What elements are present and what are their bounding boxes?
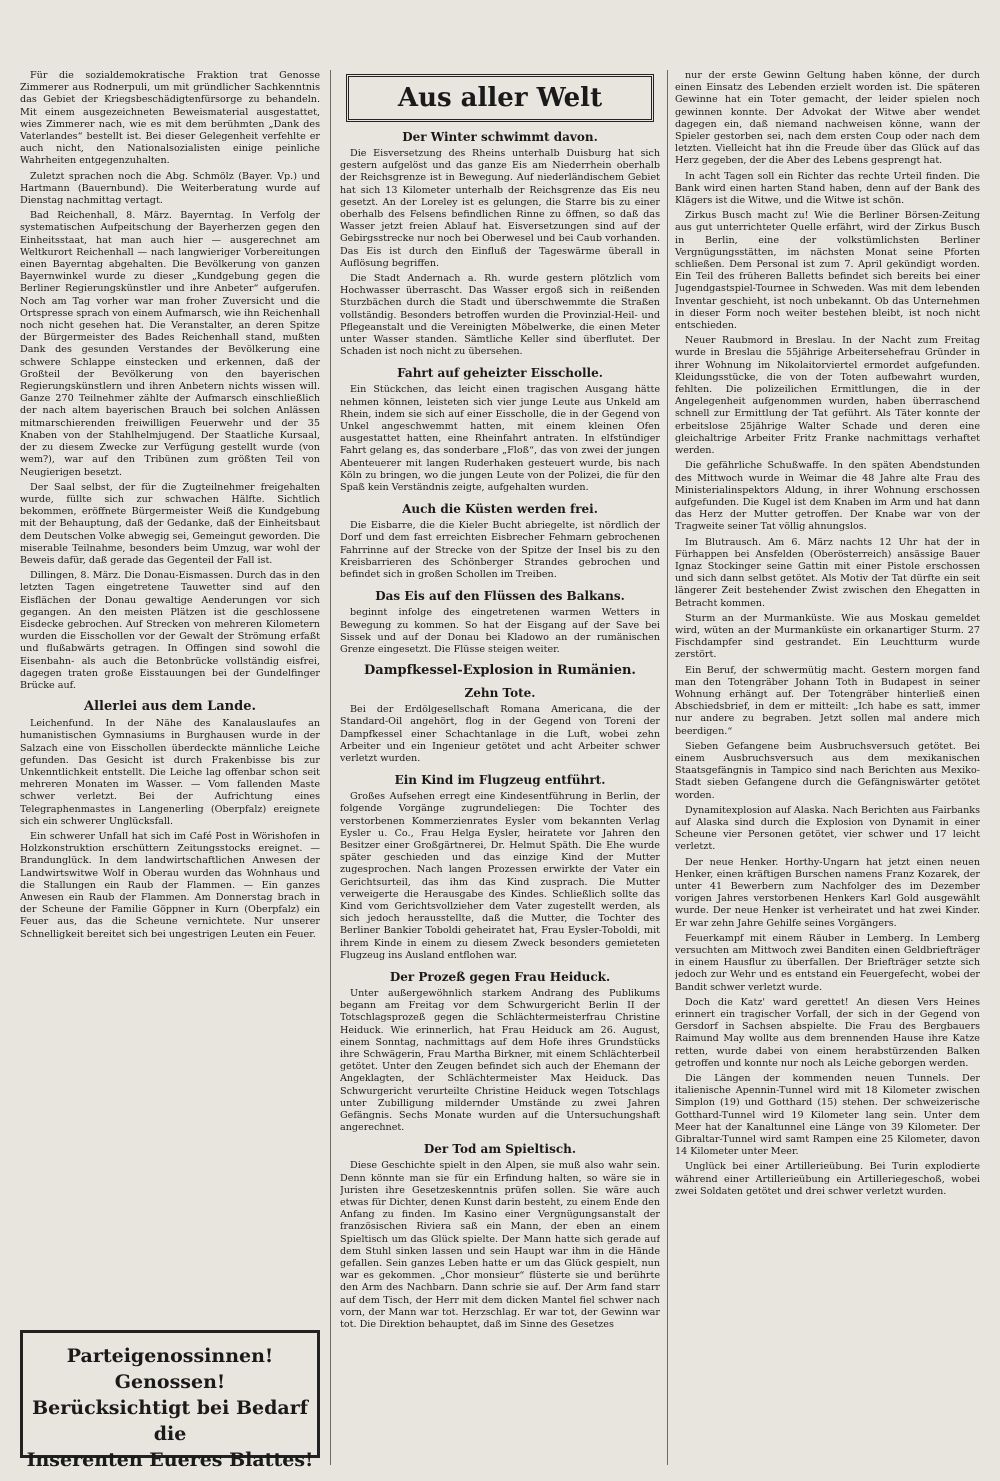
article-headline: Der Tod am Spieltisch.	[423, 1142, 577, 1157]
article-paragraph: Neuer Raubmord in Breslau. In der Nacht zum Freitag wurde in Breslau die 55jährige Arbeitersehefrau Gründer in ihrer Wohnung im Nikolaitorviertel ermordet aufgefunden. Kleidungsstücke, die von der Toten aufbewahrt wurden, fehlten. Die polizeilichen Ermittlungen, die in der Angelegenheit aufgenommen wurden, haben überraschend schnell zur Ermittlung der Tat geführt. Als Täter konnte der erbeitslose 25jährige Walter Schade und deren eine gleichaltrige Arbeiter Fritz Franke nachmittags verhaftet werden.	[675, 335, 980, 457]
article-paragraph: Ein Beruf, der schwermütig macht. Gestern morgen fand man den Totengräber Johann Toth in Budapest in seiner Wohnung erhängt auf. Der Totengräber hinterließ einen Abschiedsbrief, in dem er mitteilt: „Ich habe es satt, immer nur andere zu begraben. Jetzt sollen mal andere mich beerdigen.“	[675, 664, 980, 737]
column-left	[20, 70, 320, 1465]
article-paragraph: Die Längen der kommenden neuen Tunnels. Der italienische Apennin-Tunnel wird mit 18 Kilometer zwischen Simplon (19) und Gotthard (15) stehen. Der schweizerische Gotthard-Tunnel wird 19 Kilometer lang sein. Unter dem Meer hat der Kanaltunnel eine Länge von 39 Kilometer. Der Gibraltar-Tunnel wird samt Rampen eine 25 Kilometer, davon 14 Kilometer unter Meer.	[675, 1073, 980, 1158]
article-paragraph: Dynamitexplosion auf Alaska. Nach Berichten aus Fairbanks auf Alaska sind durch die Explosion von Dynamit in einer Scheune vier Personen getötet, vier schwer und 17 leicht verletzt.	[675, 804, 980, 853]
article-paragraph: Dillingen, 8. März. Die Donau-Eismassen. Durch das in den letzten Tagen eingetretene Tauwetter sind auf den Eisflächen der Donau gewaltige Aenderungen vor sich gegangen. An den meisten Plätzen ist die geschlossene Eisdecke gebrochen. Auf Strecken von mehreren Kilometern wurden die Eisschollen vor der Gewalt der Strömung erfaßt und flußabwärts getragen. In Offingen sind sowohl die Eisenbahn- als auch die Betonbrücke vollständig eisfrei, dagegen traten große Eisstauungen bei der Gundelfinger Brücke auf.	[20, 570, 320, 691]
article-headline: Der Winter schwimmt davon.	[402, 130, 598, 144]
article-paragraph: Der Saal selbst, der für die Zugteilnehmer freigehalten wurde, füllte sich zur schwachen Hälfte. Sichtlich bekommen, eröffnete Bürgermeister Weiß die Kundgebung mit der Behauptung, daß der Gedanke, daß der Einheitsbaut dem Deutschen Volke abwegig sei, Gemeingut geworden. Die miserable Teilnahme, besonders beim Umzug, war wohl der Beweis dafür, daß gerade das Gegenteil der Fall ist.	[20, 481, 320, 566]
article-paragraph: Leichenfund. In der Nähe des Kanalauslaufes an humanistischen Gymnasiums in Burghausen wurde in der Salzach eine von Eisschollen überdeckte männliche Leiche gefunden. Das Gesicht ist durch Frakenbisse bis zur Unkenntlichkeit entstellt. Die Leiche lag offenbar schon seit mehreren Monaten im Wasser. — Vom fallenden Maste schwer verletzt. Bei der Aufrichtung eines Telegraphenmastes in Langenerling (Oberpfalz) ereignete sich ein schwerer Unglücksfall.	[20, 718, 320, 827]
ad-line: Berücksichtigt bei Bedarf die	[32, 1397, 308, 1445]
article-paragraph: Zuletzt sprachen noch die Abg. Schmölz (Bayer. Vp.) und Hartmann (Bauernbund). Die Weiterberatung wurde auf Dienstag nachmittag vertagt.	[20, 170, 320, 207]
article-paragraph: Im Blutrausch. Am 6. März nachts 12 Uhr hat der in Fürhappen bei Ansfelden (Oberösterreich) ansässige Bauer Ignaz Stockinger seine Gattin mit einer Pistole erschossen und sich dann selbst getötet. Als Motiv der Tat dürfte ein seit längerer Zeit bestehender Zwist zwischen den Ehegatten in Betracht kommen.	[675, 536, 980, 609]
article-headline: Dampfkessel-Explosion in Rumänien.	[364, 663, 636, 679]
article-paragraph: Bad Reichenhall, 8. März. Bayerntag. In Verfolg der systematischen Aufpeitschung der Bayerherzen gegen den Einheitsstaat, hat man auch hier — ausgerechnet am Weltkurort Reichenhall — nach langwieriger Vorbereitungen einen Bayerntag abgehalten. Die Bevölkerung von ganzen Bayernwinkel wurde zu dieser „Kundgebung gegen die Berliner Regierungskünstler und ihre Anbeter“ aufgerufen. Noch am Tag vorher war man froher Zuversicht und die Ortspresse sprach von einem Aufmarsch, wie ihn Reichenhall noch nicht gesehen hat. Die Veranstalter, an deren Spitze der Bürgermeister des Bades Reichenhall stand, mußten Dank des gesunden Verstandes der Bevölkerung eine schwere Schlappe einstecken und erkennen, daß der Großteil der Bevölkerung von den bayerischen Regierungskünstlern und ihren Anbetern nichts wissen will. Ganze 270 Teilnehmer zählte der Aufmarsch einschließlich der nach altem bayerischen Brauch bei solchen Anlässen mitmarschierenden freiwilligen Feuerwehr und der 35 Knaben von der Stahlhelmjugend. Der Staatliche Kursaal, der zu diesem Zwecke zur Verfügung gestellt wurde (von wem?), war auf den Tribünen zum größten Teil von Neugierigen besetzt.	[20, 210, 320, 478]
article-paragraph: Für die sozialdemokratische Fraktion trat Genosse Zimmerer aus Rodnerpuli, um mit gründlicher Sachkenntnis das Gebiet der Kriegsbeschädigtenfürsorge zu behandeln. Mit einem ausgezeichneten Beweismaterial ausgestattet, wies Zimmerer nach, wie es mit dem berühmten „Dank des Vaterlandes“ bestellt ist. Bei dieser Gelegenheit verfehlte er auch nicht, den Nationalsozialisten einige peinliche Wahrheiten entgegenzuhalten.	[20, 70, 320, 167]
column-rule	[667, 70, 668, 1465]
article-paragraph: Sturm an der Murmanküste. Wie aus Moskau gemeldet wird, wüten an der Murmanküste ein orkanartiger Sturm. 27 Fischdampfer sind gestrandet. Ein Leuchtturm wurde zerstört.	[675, 612, 980, 661]
article-paragraph: Feuerkampf mit einem Räuber in Lemberg. In Lemberg versuchten am Mittwoch zwei Banditen einen Geldbriefträger in einem Hausflur zu überfallen. Der Briefträger setzte sich jedoch zur Wehr und es entstand ein Feuergefecht, wobei der Bandit schwer verletzt wurde.	[675, 932, 980, 993]
article-paragraph: Großes Aufsehen erregt eine Kindesentführung in Berlin, der folgende Vorgänge zugrundeliegen: Die Tochter des verstorbenen Kommerzienrates Eysler vom bekannten Verlag Eysler u. Co., Frau Helga Eysler, heiratete vor Jahren den Besitzer einer Großgärtnerei, Dr. Helmut Späth. Die Ehe wurde später geschieden und das einzige Kind der Mutter zugesprochen. Nach langen Prozessen erwirkte der Vater ein Gerichtsurteil, das ihm das Kind zusprach. Die Mutter verweigerte die Herausgabe des Kindes. Schließlich sollte das Kind vom Gerichtsvollzieher dem Vater zugestellt werden, als sich jedoch herausstellte, daß die Mutter, die Tochter des Berliner Bankier Toboldi geheiratet hat, Frau Eysler-Toboldi, mit ihrem Kinde in einem zu diesem Zweck besonders gemieteten Flugzeug ins Ausland entflohen war.	[340, 791, 660, 961]
article-paragraph: Doch die Katz' ward gerettet! An diesen Vers Heines erinnert ein tragischer Vorfall, der sich in der Gegend von Gersdorf in Sachsen abspielte. Die Frau des Bergbauers Raimund May wollte aus dem brennenden Hause ihre Katze retten, wurde dabei von einem herabstürzenden Balken getroffen und konnte nur noch als Leiche geborgen werden.	[675, 996, 980, 1069]
section-heading: Allerlei aus dem Lande.	[83, 699, 257, 715]
article-headline: Fahrt auf geheizter Eisscholle.	[397, 366, 603, 381]
article-paragraph: Diese Geschichte spielt in den Alpen, sie muß also wahr sein. Denn könnte man sie für ein Erfindung halten, so wäre sie in Juristen ihre Gesetzeskenntnis prüfen sollen. Sie wäre auch etwas für Dichter, denen Kunst darin besteht, zu einem Ende den Anfang zu finden. Im Kasino einer Vergnügungsanstalt der französischen Riviera saß ein Mann, der eben an einem Spieltisch um das Glück spielte. Der Mann hatte sich gerade auf dem Stuhl sinken lassen und sein Haupt war ihm in die Hände gefallen. Sein ganzes Leben hatte er um das Glück gespielt, nun war es gekommen. „Chor monsieur“ flüsterte sie und berührte den Arm des Nachbarn. Dann schrie sie auf. Der Arm fand starr auf dem Tisch, der Herr mit dem dicken Mantel fiel schwer nach vorn, der Mann war tot. Herzschlag. Er war tot, der Gewinn war tot. Die Direktion behauptet, daß im Sinne des Gesetzes	[340, 1160, 660, 1331]
column-right	[675, 70, 980, 1465]
ad-line: Parteigenossinnen! Genossen!	[66, 1345, 274, 1393]
article-paragraph: Unter außergewöhnlich starkem Andrang des Publikums begann am Freitag vor dem Schwurgericht Berlin II der Totschlagsprozeß gegen die Schlächtermeisterfrau Christine Heiduck. Wie erinnerlich, hat Frau Heiduck am 26. August, einem Sonntag, nachmittags auf dem Hofe ihres Grundstücks ihre Schwägerin, Frau Martha Birkner, mit einem Schlächterbeil getötet. Unter den Zeugen befindet sich auch der Ehemann der Angeklagten, der Schlächtermeister Max Heiduck. Das Schwurgericht verurteilte Christine Heiduck wegen Totschlags unter Zubilligung mildernder Umstände zu zwei Jahren Gefängnis. Sechs Monate wurden auf die Untersuchungshaft angerechnet.	[340, 987, 660, 1134]
article-paragraph: Ein schwerer Unfall hat sich im Café Post in Wörishofen in Holzkonstruktion erschüttern Zeitungsstocks ereignet. — Brandunglück. In dem landwirtschaftlichen Anwesen der Landwirtswitwe Wolf in Oberau wurden das Wohnhaus und die Stallungen ein Raub der Flammen. — Ein ganzes Anwesen ein Raub der Flammen. Am Donnerstag brach in der Scheune der Familie Göppner in Kurn (Oberpfalz) ein Feuer aus, das die Scheune vernichtete. Nur unserer Schnelligkeit bereitet sich bei ungestrigen Leuten ein Feuer.	[20, 830, 320, 940]
article-paragraph: Bei der Erdölgesellschaft Romana Americana, die der Standard-Oil angehört, flog in der Gegend von Toreni der Dampfkessel einer Schachtanlage in die Luft, wobei zehn Arbeiter und ein Ingenieur getötet und acht Arbeiter schwer verletzt wurden.	[340, 704, 660, 764]
article-headline: Das Eis auf den Flüssen des Balkans.	[375, 589, 625, 604]
article-paragraph: Die Stadt Andernach a. Rh. wurde gestern plötzlich vom Hochwasser überrascht. Das Wasser ergoß sich in reißenden Sturzbächen durch die Stadt und überschwemmte die Straßen vollständig. Besonders betroffen wurden die Provinzial-Heil- und Pflegeanstalt und die Vereinigten Möbelwerke, die einen Meter unter Wasser standen. Sämtliche Keller sind überflutet. Der Schaden ist noch nicht zu übersehen.	[340, 273, 660, 358]
section-banner: Aus aller Welt	[346, 74, 654, 122]
article-paragraph: Ein Stückchen, das leicht einen tragischen Ausgang hätte nehmen können, leisteten sich vier junge Leute aus Unkeld am Rhein, indem sie sich auf einer Eisscholle, die in der Gegend von Unkel angeschwemmt hatten, mit einem kleinen Ofen ausgestattet hatten, eine Rheinfahrt antraten. In elfstündiger Fahrt gelang es, das sonderbare „Floß“, das von zwei der jungen Abenteuerer mit langen Ruderhaken gesteuert wurde, bis nach Köln zu bringen, wo die jungen Leute von der Polizei, die für den Spaß kein Verständnis zeigte, aufgehalten wurden.	[340, 384, 660, 494]
article-paragraph: nur der erste Gewinn Geltung haben könne, der durch einen Einsatz des Lebenden erzielt worden ist. Die späteren Gewinne hat ein Toter gemacht, der leider spielen noch gewinnen konnte. Der Advokat der Witwe aber wendet dagegen ein, daß niemand nachweisen könne, wann der Spieler gestorben sei, nach dem ersten Coup oder nach dem letzten. Vielleicht hat ihn die Freude über das Glück auf das Herz gegeben, der die Aber des Lebens gesprengt hat.	[675, 70, 980, 167]
article-paragraph: Zirkus Busch macht zu! Wie die Berliner Börsen-Zeitung aus gut unterrichteter Quelle erfährt, wird der Zirkus Busch in Berlin, eine der volkstümlichsten Berliner Vergnügungsstätten, im nächsten Monat seine Pforten schließen. Dem Personal ist zum 7. April gekündigt worden. Ein Teil des früheren Balletts befindet sich bereits bei einer Jugendgastspiel-Tournee in Schweden. Was mit dem lebenden Inventar geschieht, ist noch unbekannt. Ob das Unternehmen in dieser Form noch weiter bestehen bleibt, ist noch nicht entschieden.	[675, 210, 980, 332]
article-headline: Auch die Küsten werden frei.	[402, 502, 598, 517]
column-middle	[340, 70, 660, 1465]
article-subheadline: Zehn Tote.	[464, 686, 536, 701]
article-paragraph: In acht Tagen soll ein Richter das rechte Urteil finden. Die Bank wird einen harten Stand haben, denn auf der Bank des Klägers ist die Witwe, und die Witwe ist schön.	[675, 170, 980, 207]
ad-line: Inserenten Eueres Blattes!	[26, 1449, 314, 1471]
article-paragraph: Sieben Gefangene beim Ausbruchsversuch getötet. Bei einem Ausbruchsversuch aus dem mexikanischen Staatsgefängnis in Tampico sind nach Berichten aus Mexiko-Stadt sieben Gefangene durch die Gefängniswärter getötet worden.	[675, 740, 980, 801]
article-paragraph: Unglück bei einer Artillerieübung. Bei Turin explodierte während einer Artillerieübung ein Artilleriegeschoß, wobei zwei Soldaten getötet und drei schwer verletzt wurden.	[675, 1161, 980, 1197]
column-rule	[330, 70, 331, 1465]
article-paragraph: beginnt infolge des eingetretenen warmen Wetters in Bewegung zu kommen. So hat der Eisgang auf der Save bei Sissek und auf der Donau bei Kladowo an der rumänischen Grenze eingesetzt. Die Flüsse steigen weiter.	[340, 607, 660, 655]
article-paragraph: Die gefährliche Schußwaffe. In den späten Abendstunden des Mittwoch wurde in Weimar die 48 Jahre alte Frau des Ministerialinspektors Aldung, in ihrer Wohnung erschossen aufgefunden. Die Kugel ist dem Knaben im Arm und hat dann das Herz der Mutter getroffen. Der Knabe war von der Tragweite seiner Tat völlig ahnungslos.	[675, 460, 980, 533]
article-headline: Der Prozeß gegen Frau Heiduck.	[389, 969, 611, 984]
article-headline: Ein Kind im Flugzeug entführt.	[394, 773, 606, 788]
advertisement-box	[20, 1330, 320, 1471]
article-paragraph: Die Eisversetzung des Rheins unterhalb Duisburg hat sich gestern aufgelöst und das ganze Eis am Niederrhein oberhalb der Reichsgrenze ist in Bewegung. Auf niederländischem Gebiet hat sich 13 Kilometer unterhalb der Reichsgrenze das Eis neu gesetzt. An der Loreley ist es gelungen, die Starre bis zu einer oberhalb des Felsens befindlichen Rinne zu öffnen, so daß das Wasser jetzt freien Ablauf hat. Eisversetzungen sind auf der Gebirgsstrecke nur noch bei Oberwesel und bei Caub vorhanden. Das Eis ist durch den Einfluß der Tageswärme überall in Auflösung begriffen.	[340, 148, 660, 269]
article-paragraph: Die Eisbarre, die die Kieler Bucht abriegelte, ist nördlich der Dorf und dem fast erreichten Eisbrecher Fehmarn gebrochenen Fahrrinne auf der Strecke von der Spitze der Insel bis zu den Kreisbarrieren des Schönberger Strandes gebrochen und befindet sich in großen Schollen im Treiben.	[340, 520, 660, 581]
article-paragraph: Der neue Henker. Horthy-Ungarn hat jetzt einen neuen Henker, einen kräftigen Burschen namens Franz Kozarek, der unter 41 Bewerbern zum Nachfolger des im Dezember vorigen Jahres verstorbenen Henkers Karl Gold ausgewählt wurde. Der neue Henker ist verheiratet und hat zwei Kinder. Er war zehn Jahre Gehilfe seines Vorgängers.	[675, 856, 980, 929]
